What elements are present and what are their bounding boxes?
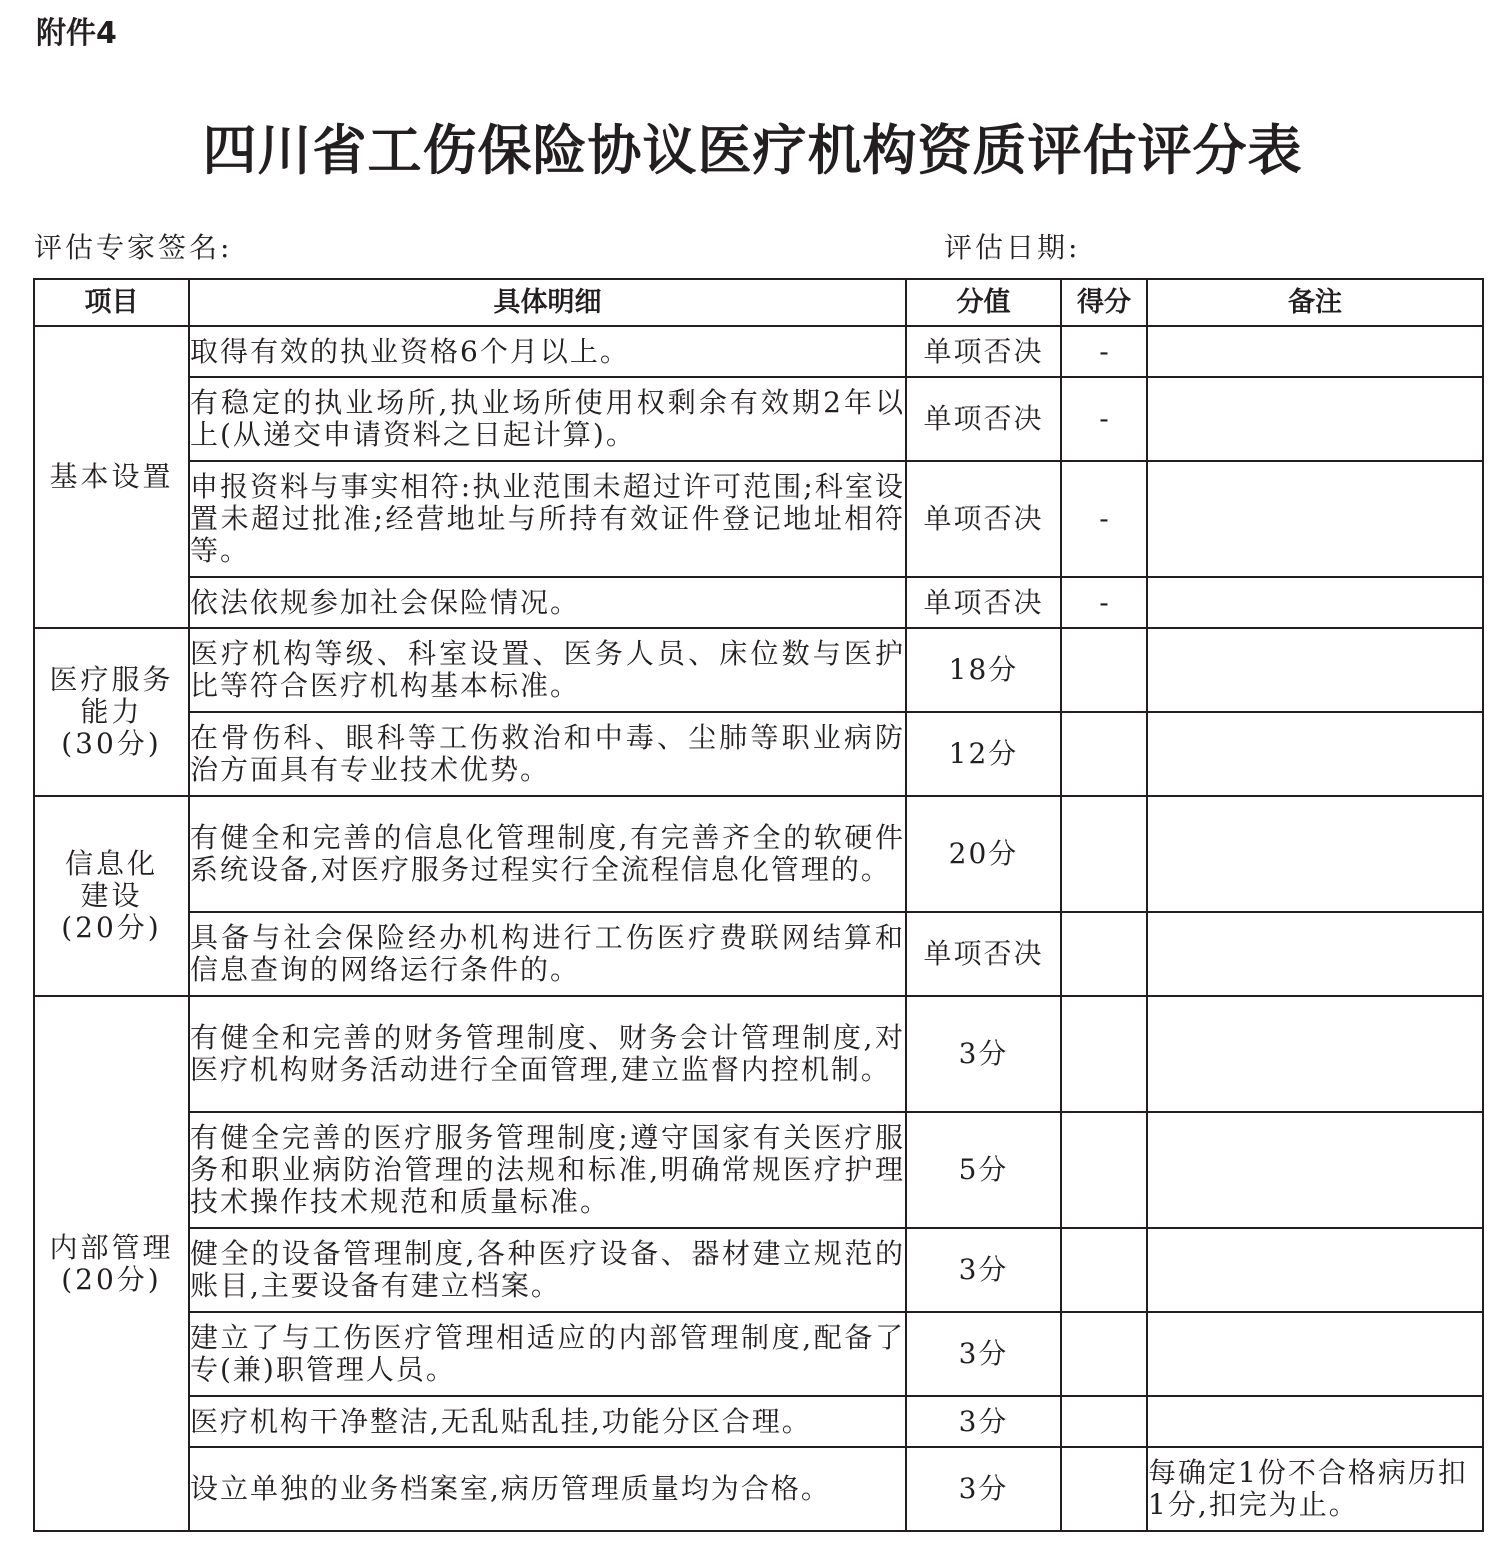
note-cell[interactable] xyxy=(1147,628,1483,712)
category-points: (20分) xyxy=(61,911,162,944)
value-cell: 3分 xyxy=(906,1228,1061,1312)
note-cell[interactable] xyxy=(1147,1228,1483,1312)
detail-cell: 取得有效的执业资格6个月以上。 xyxy=(189,326,906,377)
category-label: 医疗服务 xyxy=(49,663,174,696)
table-header-row xyxy=(34,279,1483,326)
attachment-label: 附件4 xyxy=(36,16,117,51)
note-cell[interactable] xyxy=(1147,461,1483,577)
detail-cell: 医疗机构干净整洁,无乱贴乱挂,功能分区合理。 xyxy=(189,1396,906,1447)
score-cell[interactable] xyxy=(1061,996,1147,1112)
table-row xyxy=(34,1447,1483,1531)
table-row xyxy=(34,1396,1483,1447)
table-row xyxy=(34,628,1483,712)
value-cell: 3分 xyxy=(906,1396,1061,1447)
table-row xyxy=(34,1228,1483,1312)
detail-cell: 建立了与工伤医疗管理相适应的内部管理制度,配备了专(兼)职管理人员。 xyxy=(189,1312,906,1396)
table-row xyxy=(34,1112,1483,1228)
header-note: 备注 xyxy=(1147,279,1483,326)
score-cell[interactable] xyxy=(1061,628,1147,712)
table-row xyxy=(34,1312,1483,1396)
value-cell: 3分 xyxy=(906,1447,1061,1531)
value-cell: 单项否决 xyxy=(906,912,1061,996)
category-label: 信息化 xyxy=(64,847,158,880)
scoring-table xyxy=(33,278,1484,1532)
note-cell[interactable] xyxy=(1147,377,1483,461)
score-cell[interactable] xyxy=(1061,912,1147,996)
table-row xyxy=(34,377,1483,461)
table-row xyxy=(34,796,1483,912)
value-cell: 12分 xyxy=(906,712,1061,796)
value-cell: 18分 xyxy=(906,628,1061,712)
note-cell[interactable] xyxy=(1147,712,1483,796)
detail-cell: 有健全和完善的财务管理制度、财务会计管理制度,对医疗机构财务活动进行全面管理,建立监督内控机制。 xyxy=(189,996,906,1112)
value-cell: 单项否决 xyxy=(906,326,1061,377)
detail-cell: 有健全完善的医疗服务管理制度;遵守国家有关医疗服务和职业病防治管理的法规和标准,明确常规医疗护理技术操作技术规范和质量标准。 xyxy=(189,1112,906,1228)
header-value: 分值 xyxy=(906,279,1061,326)
score-cell[interactable]: - xyxy=(1061,461,1147,577)
value-cell: 单项否决 xyxy=(906,577,1061,628)
detail-cell: 在骨伤科、眼科等工伤救治和中毒、尘肺等职业病防治方面具有专业技术优势。 xyxy=(189,712,906,796)
value-cell: 3分 xyxy=(906,1312,1061,1396)
value-cell: 单项否决 xyxy=(906,461,1061,577)
note-cell[interactable] xyxy=(1147,326,1483,377)
table-row xyxy=(34,326,1483,377)
note-cell[interactable] xyxy=(1147,912,1483,996)
score-cell[interactable]: - xyxy=(1061,377,1147,461)
header-score: 得分 xyxy=(1061,279,1147,326)
category-label: 能力 xyxy=(80,695,143,728)
category-internal-management xyxy=(34,996,189,1531)
detail-cell: 具备与社会保险经办机构进行工伤医疗费联网结算和信息查询的网络运行条件的。 xyxy=(189,912,906,996)
value-cell: 5分 xyxy=(906,1112,1061,1228)
score-cell[interactable]: - xyxy=(1061,326,1147,377)
category-informatization xyxy=(34,796,189,996)
detail-cell: 有健全和完善的信息化管理制度,有完善齐全的软硬件系统设备,对医疗服务过程实行全流程信息化管理的。 xyxy=(189,796,906,912)
expert-signature-label: 评估专家签名: xyxy=(34,231,233,264)
table-row xyxy=(34,577,1483,628)
category-basic-settings xyxy=(34,326,189,628)
note-cell[interactable] xyxy=(1147,1396,1483,1447)
detail-cell: 健全的设备管理制度,各种医疗设备、器材建立规范的账目,主要设备有建立档案。 xyxy=(189,1228,906,1312)
category-label: 建设 xyxy=(80,879,143,912)
value-cell: 3分 xyxy=(906,996,1061,1112)
header-category: 项目 xyxy=(34,279,189,326)
score-cell[interactable] xyxy=(1061,1112,1147,1228)
category-label: 内部管理 xyxy=(49,1230,174,1264)
score-cell[interactable] xyxy=(1061,1312,1147,1396)
score-cell[interactable] xyxy=(1061,1447,1147,1531)
category-medical-service xyxy=(34,628,189,796)
note-cell[interactable] xyxy=(1147,796,1483,912)
score-cell[interactable] xyxy=(1061,796,1147,912)
category-label: 基本设置 xyxy=(49,460,174,493)
note-cell[interactable] xyxy=(1147,1112,1483,1228)
detail-cell: 设立单独的业务档案室,病历管理质量均为合格。 xyxy=(189,1447,906,1531)
value-cell: 单项否决 xyxy=(906,377,1061,461)
note-cell[interactable]: 每确定1份不合格病历扣1分,扣完为止。 xyxy=(1147,1447,1483,1531)
value-cell: 20分 xyxy=(906,796,1061,912)
note-cell[interactable] xyxy=(1147,996,1483,1112)
detail-cell: 申报资料与事实相符:执业范围未超过许可范围;科室设置未超过批准;经营地址与所持有效证件登记地址相符等。 xyxy=(189,461,906,577)
category-points: (20分) xyxy=(61,1262,162,1296)
page-title: 四川省工伤保险协议医疗机构资质评估评分表 xyxy=(202,118,1303,182)
detail-cell: 有稳定的执业场所,执业场所使用权剩余有效期2年以上(从递交申请资料之日起计算)。 xyxy=(189,377,906,461)
category-points: (30分) xyxy=(61,727,162,760)
detail-cell: 医疗机构等级、科室设置、医务人员、床位数与医护比等符合医疗机构基本标准。 xyxy=(189,628,906,712)
score-cell[interactable] xyxy=(1061,1396,1147,1447)
score-cell[interactable] xyxy=(1061,1228,1147,1312)
evaluation-date-label: 评估日期: xyxy=(944,231,1081,264)
detail-cell: 依法依规参加社会保险情况。 xyxy=(189,577,906,628)
note-cell[interactable] xyxy=(1147,577,1483,628)
table-row xyxy=(34,461,1483,577)
table-row xyxy=(34,912,1483,996)
score-cell[interactable] xyxy=(1061,712,1147,796)
table-row xyxy=(34,712,1483,796)
score-cell[interactable]: - xyxy=(1061,577,1147,628)
header-detail: 具体明细 xyxy=(189,279,906,326)
table-row xyxy=(34,996,1483,1112)
note-cell[interactable] xyxy=(1147,1312,1483,1396)
